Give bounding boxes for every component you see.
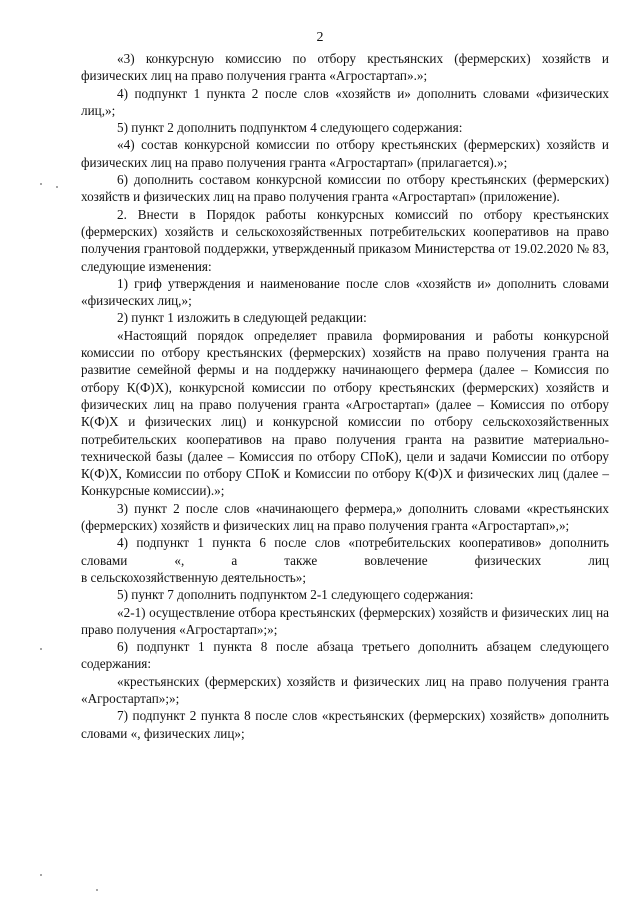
paragraph-16: 7) подпункт 2 пункта 8 после слов «крестьянских (фермерских) хозяйств» дополнить словами «, физических лиц»; bbox=[81, 708, 609, 741]
paragraph-10: 3) пункт 2 после слов «начинающего фермера,» дополнить словами «крестьянских (фермерских) хозяйств и физических лиц на право получения гранта «Агростартап»,»; bbox=[81, 500, 609, 534]
scan-speck bbox=[40, 874, 42, 876]
paragraph-4: «4) состав конкурсной комиссии по отбору крестьянских (фермерских) хозяйств и физических лиц на право получения гранта «Агростартап» (прилагается).»; bbox=[81, 137, 609, 170]
paragraph-9: «Настоящий порядок определяет правила формирования и работы конкурсной комиссии по отбору крестьянских (фермерских) хозяйств на право получения гранта на развитие семейной фермы и на поддержку начинающего фермера (далее – Комиссия по отбору К(Ф)Х), конкурсной комиссии по отбору крестьянских (фермерских) хозяйств и физических лиц на право получения гранта «Агростартап» (далее – Комиссия по отбору К(Ф)Х и физических лиц) и конкурсной комиссии по отбору сельскохозяйственных потребительских кооперативов на право получения гранта на развитие материально-технической базы (далее – Комиссия по отбору СПоК), цели и задачи Комиссии по отбору К(Ф)Х, Комиссии по отбору СПоК и Комиссии по отбору К(Ф)Х и физических лиц (далее – Конкурсные комиссии).»; bbox=[81, 327, 609, 499]
paragraph-8: 2) пункт 1 изложить в следующей редакции: bbox=[117, 310, 367, 326]
scan-speck bbox=[40, 648, 42, 650]
paragraph-5: 6) дополнить составом конкурсной комиссии по отбору крестьянских (фермерских) хозяйств и физических лиц на право получения гранта «Агростартап» (приложение). bbox=[81, 172, 609, 205]
scan-speck bbox=[56, 186, 58, 188]
paragraph-13: «2-1) осуществление отбора крестьянских (фермерских) хозяйств и физических лиц на право получения «Агростартап»;»; bbox=[81, 604, 609, 637]
page-number: 2 bbox=[316, 30, 324, 45]
paragraph-11: 4) подпункт 1 пункта 6 после слов «потребительских кооперативов» дополнить словами «, а также вовлечение физических лиц bbox=[81, 535, 609, 568]
paragraph-7: 1) гриф утверждения и наименование после слов «хозяйств и» дополнить словами «физических лиц,»; bbox=[81, 275, 609, 309]
scan-speck bbox=[96, 889, 98, 891]
paragraph-3: 5) пункт 2 дополнить подпунктом 4 следующего содержания: bbox=[117, 120, 463, 136]
paragraph-2: 4) подпункт 1 пункта 2 после слов «хозяйств и» дополнить словами «физических лиц,»; bbox=[81, 85, 609, 118]
paragraph-11-continuation: в сельскохозяйственную деятельность»; bbox=[81, 569, 307, 585]
paragraph-14: 6) подпункт 1 пункта 8 после абзаца третьего дополнить абзацем следующего содержания: bbox=[81, 639, 609, 672]
paragraph-1: «3) конкурсную комиссию по отбору крестьянских (фермерских) хозяйств и физических лиц на право получения гранта «Агростартап».»; bbox=[81, 51, 609, 84]
scan-speck bbox=[40, 183, 42, 185]
paragraph-12: 5) пункт 7 дополнить подпунктом 2-1 следующего содержания: bbox=[117, 587, 474, 603]
paragraph-6: 2. Внести в Порядок работы конкурсных комиссий по отбору крестьянских (фермерских) хозяйств и сельскохозяйственных потребительских кооперативов на право получения грантовой поддержки, утвержденный приказом Министерства от 19.02.2020 № 83, следующие изменения: bbox=[81, 206, 609, 274]
document-body bbox=[81, 50, 609, 742]
paragraph-15: «крестьянских (фермерских) хозяйств и физических лиц на право получения гранта «Агростартап»;»; bbox=[81, 673, 609, 706]
